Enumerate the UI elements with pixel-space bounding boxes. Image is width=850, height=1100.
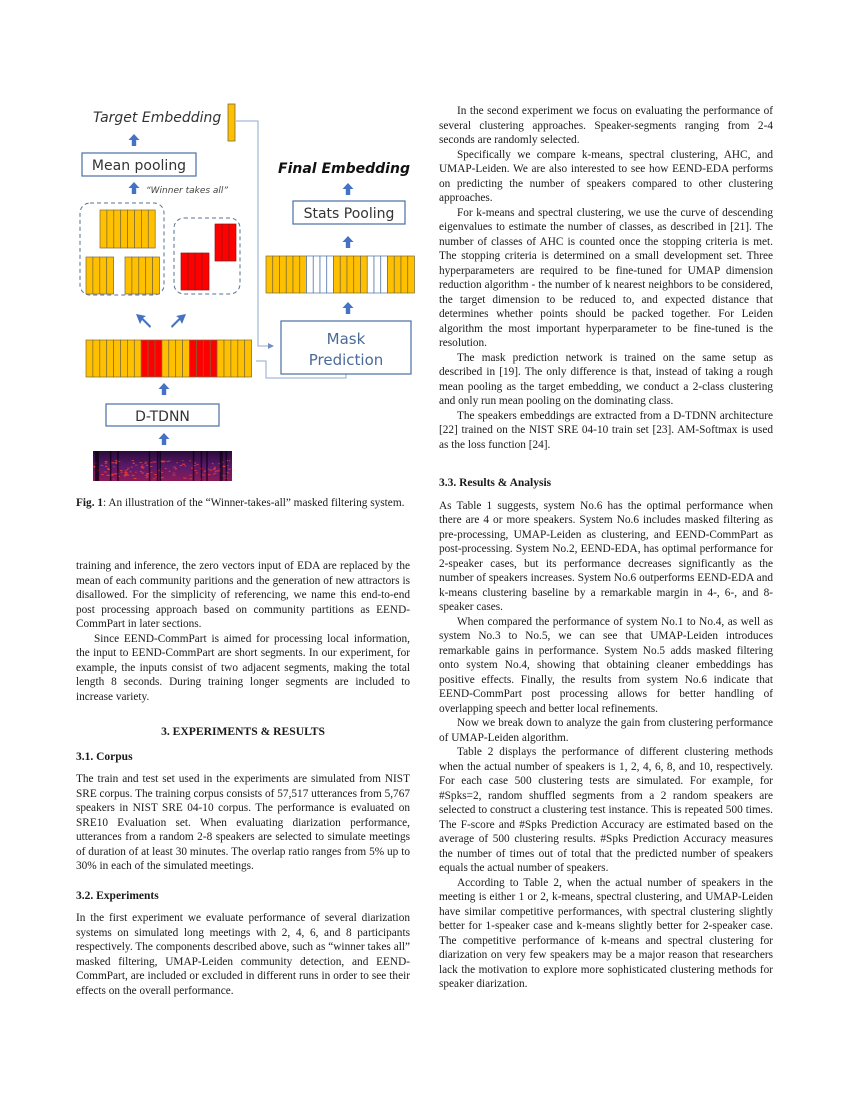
dtdnn-label: D-TDNN bbox=[135, 409, 190, 425]
embedding-frame bbox=[313, 256, 320, 293]
embedding-frame bbox=[148, 210, 155, 248]
embedding-frame bbox=[190, 340, 197, 377]
arrow-up-icon bbox=[343, 236, 354, 248]
embedding-frame bbox=[86, 257, 93, 294]
embedding-frame bbox=[114, 210, 121, 248]
embedding-frame bbox=[121, 210, 128, 248]
caption-text: : An illustration of the “Winner-takes-all” masked filtering system. bbox=[103, 497, 405, 509]
arrow-up-icon bbox=[129, 182, 140, 194]
arrow-up-icon bbox=[129, 134, 140, 146]
paragraph: In the first experiment we evaluate performance of several diarization systems on simulated long meetings with 2, 4, 6, and 8 participants respectively. The components described above, such as “winner takes all” masked filtering, UMAP-Leiden community detection, and EEND-CommPart, are included or excluded in different runs in order to see their effects on the overall performance. bbox=[76, 912, 410, 997]
target-embedding-vector bbox=[228, 104, 235, 141]
embedding-frame bbox=[114, 340, 121, 377]
arrow-up-icon bbox=[159, 433, 170, 445]
paragraph: As Table 1 suggests, system No.6 has the optimal performance when there are 4 or more speakers. System No.6 includes masked filtering as pre-processing, UMAP-Leiden as clustering, and EEND-CommPart as post-processing. System No.2, EEND-EDA, has optimal performance for 2-speaker cases, but its performance decreases significantly as the number of speakers increases. System No.6 outperforms EEND-EDA and k-means clustering baseline by a remarkable margin in 4-, 6-, and 8-speaker cases. bbox=[439, 499, 773, 613]
frame-embedding-sequence bbox=[86, 340, 252, 377]
embedding-frame bbox=[100, 210, 107, 248]
embedding-frame bbox=[141, 210, 148, 248]
mean-pooling-label: Mean pooling bbox=[91, 158, 187, 174]
left-column bbox=[76, 559, 410, 998]
paragraph: According to Table 2, when the actual number of speakers in the meeting is either 1 or 2, k-means, spectral clustering, and UMAP-Leiden have similar competitive performances, with spectral clustering slightly better for 1-speaker case and k-means slightly better for 2-speaker case. The competitive performance of k-means and spectral clustering for diarization on very few speakers may be a major reason that researchers lack the motivation to explore more sophisticated clustering methods for speaker diarization. bbox=[439, 876, 773, 990]
winner-takes-all-label: “Winner takes all” bbox=[146, 186, 229, 196]
embedding-frame bbox=[203, 340, 210, 377]
embedding-frame bbox=[181, 253, 188, 290]
paragraph: The speakers embeddings are extracted from a D-TDNN architecture [22] trained on the NIST SRE 04-10 train set [23]. AM-Softmax is used as the loss function [24]. bbox=[439, 409, 773, 451]
embedding-frame bbox=[93, 340, 100, 377]
embedding-frame bbox=[374, 256, 381, 293]
embedding-frame bbox=[408, 256, 415, 293]
embedding-frame bbox=[273, 256, 280, 293]
embedding-frame bbox=[107, 257, 114, 294]
embedding-frame bbox=[93, 257, 100, 294]
arrow-up-icon bbox=[343, 183, 354, 195]
embedding-frame bbox=[155, 340, 162, 377]
arrow-up-icon bbox=[159, 383, 170, 395]
embedding-frame bbox=[217, 340, 224, 377]
masked-embedding-sequence bbox=[266, 256, 415, 293]
embedding-frame bbox=[188, 253, 195, 290]
embedding-frame bbox=[128, 210, 135, 248]
embedding-frame bbox=[320, 256, 327, 293]
embedding-frame bbox=[361, 256, 368, 293]
cluster-blocks bbox=[86, 210, 236, 294]
embedding-frame bbox=[300, 256, 307, 293]
subsection-heading-experiments: 3.2. Experiments bbox=[76, 889, 159, 902]
embedding-frame bbox=[224, 340, 231, 377]
embedding-frame bbox=[229, 224, 236, 261]
embedding-frame bbox=[100, 257, 107, 294]
embedding-frame bbox=[132, 257, 139, 294]
figure-1-diagram bbox=[76, 96, 436, 491]
embedding-frame bbox=[125, 257, 132, 294]
embedding-frame bbox=[162, 340, 169, 377]
embedding-frame bbox=[280, 256, 287, 293]
embedding-frame bbox=[86, 340, 93, 377]
final-embedding-label: Final Embedding bbox=[278, 161, 410, 177]
embedding-frame bbox=[293, 256, 300, 293]
caption-label: Fig. 1 bbox=[76, 497, 103, 509]
paragraph: For k-means and spectral clustering, we use the curve of descending eigenvalues to estimate the number of classes, as described in [21]. The number of classes of AHC is counted once the stopping criteria is met. The stopping criteria is determined on a small development set. Three hyperparameters are required to be fine-tuned for UMAP dimension reduction algorithm - the number of k nearest neighbors to be considered, the target dimension to be reduced to, and expected distance that determines whether points should be packed together. For Leiden algorithm the most important hyperparameter to be fine-tuned is the resolution. bbox=[439, 206, 773, 349]
paragraph: Specifically we compare k-means, spectral clustering, AHC, and UMAP-Leiden. We are also interested to see how EEND-EDA performs on predicting the number of speakers compared to other clustering approaches. bbox=[439, 148, 773, 204]
embedding-frame bbox=[340, 256, 347, 293]
spectrogram-image bbox=[93, 451, 232, 481]
embedding-frame bbox=[367, 256, 374, 293]
paragraph: When compared the performance of system No.1 to No.4, as well as system No.3 to No.5, we can see that UMAP-Leiden introduces remarkable gains in performance. System No.5 adds masked filtering onto system No.4, showing that obtaining cleaner embeddings has positive effects. Finally, the results from system No.6 indicate that EEND-CommPart post processing allows for better handling of overlapping speech and better local refinements. bbox=[439, 615, 773, 715]
mask-prediction-label-line1: Mask bbox=[326, 330, 366, 348]
mask-prediction-label-line2: Prediction bbox=[308, 351, 384, 369]
target-connector bbox=[236, 121, 273, 346]
paragraph: Since EEND-CommPart is aimed for processing local information, the input to EEND-CommPart are short segments. In our experiment, for example, the inputs consist of two adjacent segments, making the total length 8 seconds. During training longer segments are included to increase variety. bbox=[76, 632, 410, 703]
embedding-frame bbox=[134, 340, 141, 377]
embedding-frame bbox=[153, 257, 160, 294]
embedding-frame bbox=[146, 257, 153, 294]
embedding-frame bbox=[202, 253, 209, 290]
paragraph: The mask prediction network is trained on the same setup as described in [19]. The only difference is that, instead of taking a rough mean pooling as the target embedding, we conduct a 2-class clustering and only run mean pooling on the dominating class. bbox=[439, 351, 773, 407]
subsection-heading-corpus: 3.1. Corpus bbox=[76, 750, 133, 763]
arrow-up-icon bbox=[343, 302, 354, 314]
embedding-frame bbox=[121, 340, 128, 377]
section-heading: 3. EXPERIMENTS & RESULTS bbox=[161, 725, 325, 738]
embedding-frame bbox=[327, 256, 334, 293]
embedding-frame bbox=[231, 340, 238, 377]
embedding-frame bbox=[401, 256, 408, 293]
embedding-frame bbox=[381, 256, 388, 293]
embedding-frame bbox=[388, 256, 395, 293]
embedding-frame bbox=[334, 256, 341, 293]
diagram-canvas bbox=[76, 96, 436, 491]
embedding-frame bbox=[183, 340, 190, 377]
paragraph: training and inference, the zero vectors input of EDA are replaced by the mean of each community paritions and the generation of new attractors is disallowed. For the simplicity of referencing, we name this end-to-end post processing approach based on community partitions as EEND-CommPart in later sections. bbox=[76, 560, 410, 630]
embedding-frame bbox=[354, 256, 361, 293]
paragraph: Table 2 displays the performance of different clustering methods when the actual number of speakers is 1, 2, 4, 6, 8, and 10, respectively. For each case 500 clustering tests are simulated. For example, for #Spks=2, random shuffled segments from a 2 random speakers are selected to construct a clustering test instance. This is repeated 500 times. The F-score and #Spks Prediction Accuracy are estimated based on the average of 500 clustering results. #Spks Prediction Accuracy measures the number of times out of total that the predicted number of speakers equals the actual number of speakers. bbox=[439, 746, 773, 874]
embedding-frame bbox=[210, 340, 217, 377]
embedding-frame bbox=[107, 340, 114, 377]
embedding-frame bbox=[107, 210, 114, 248]
paragraph: Now we break down to analyze the gain from clustering performance of UMAP-Leiden algorithm. bbox=[439, 717, 773, 744]
embedding-frame bbox=[148, 340, 155, 377]
embedding-frame bbox=[245, 340, 252, 377]
embedding-frame bbox=[196, 340, 203, 377]
embedding-frame bbox=[286, 256, 293, 293]
embedding-frame bbox=[169, 340, 176, 377]
embedding-frame bbox=[347, 256, 354, 293]
embedding-frame bbox=[100, 340, 107, 377]
right-column bbox=[439, 104, 773, 992]
split-arrows-icon bbox=[136, 314, 186, 328]
figure-caption bbox=[76, 496, 410, 511]
embedding-frame bbox=[394, 256, 401, 293]
embedding-frame bbox=[215, 224, 222, 261]
paragraph: In the second experiment we focus on evaluating the performance of several clustering approaches. Speaker-segments ranging from 2-4 seconds are randomly selected. bbox=[439, 105, 773, 146]
embedding-frame bbox=[176, 340, 183, 377]
subsection-heading-results: 3.3. Results & Analysis bbox=[439, 477, 552, 489]
embedding-frame bbox=[238, 340, 245, 377]
embedding-frame bbox=[141, 340, 148, 377]
paragraph: The train and test set used in the experiments are simulated from NIST SRE corpus. The training corpus consists of 57,517 utterances from 5,767 speakers in NIST SRE 04-10 corpus. The performance is evaluated on SRE10 Evaluation set. When evaluating diarization performance, utterances from a random 2-8 speakers are selected to simulate meetings of duration of at least 30 minutes. The overlap ratio ranges from 5% up to 30% in each of the simulated meetings. bbox=[76, 773, 410, 872]
embedding-frame bbox=[135, 210, 142, 248]
embedding-frame bbox=[307, 256, 314, 293]
embedding-frame bbox=[139, 257, 146, 294]
stats-pooling-label: Stats Pooling bbox=[303, 206, 395, 222]
embedding-frame bbox=[195, 253, 202, 290]
embedding-frame bbox=[222, 224, 229, 261]
target-embedding-label: Target Embedding bbox=[93, 110, 222, 126]
embedding-frame bbox=[127, 340, 134, 377]
embedding-frame bbox=[266, 256, 273, 293]
